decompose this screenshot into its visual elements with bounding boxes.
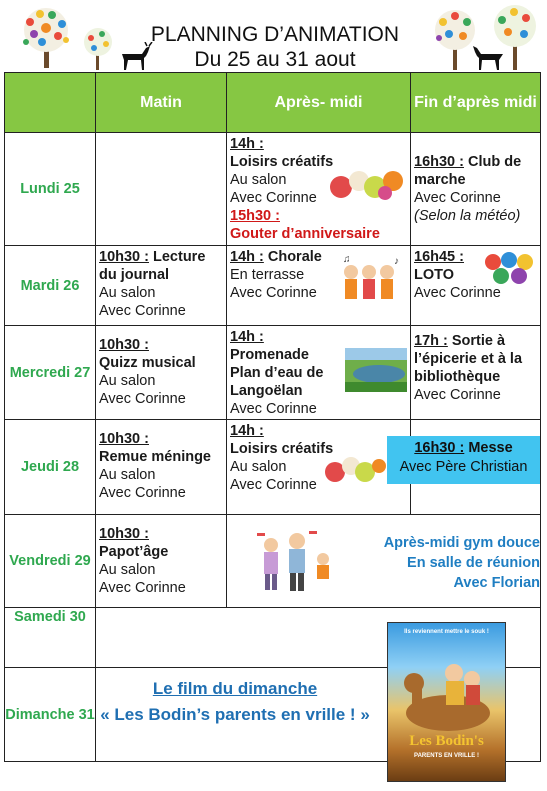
tree-small-left-icon [78,26,118,70]
event-title: Club de marche [414,154,522,188]
event-with: Avec Corinne [230,477,317,493]
cell-fin [411,133,541,246]
seniors-exercise-illustration [253,527,339,593]
event-with: Avec Père Christian [399,459,528,475]
event-title: LOTO [414,267,455,283]
event-title: Messe [464,440,513,456]
camel-illustration [388,643,505,743]
event-time: 14h : [230,329,264,345]
event-time: 15h30 : [230,208,280,224]
event-with: Avec Corinne [230,190,317,206]
svg-text:♪: ♪ [394,256,399,267]
loto-balls-illustration [483,250,539,286]
event-time: 14h : [230,136,264,152]
event-title: Loisirs créatifs [230,154,334,170]
event-title: Sortie à l’épicerie et à la bibliothèque [414,333,523,385]
event-with: Avec Corinne [414,387,501,403]
table-row [5,326,541,420]
event-place: Au salon [99,285,156,301]
event-with: Avec Corinne [99,485,186,501]
event-title: Chorale [263,249,322,265]
event-title: Quizz musical [99,355,196,371]
event-with: Avec Corinne [99,580,186,596]
cell-fin [411,326,541,420]
cell-matin [96,133,227,246]
event-time: 10h30 : [99,337,149,353]
event-note: (Selon la météo) [414,208,521,224]
title-line-2: Du 25 au 31 aout [194,48,356,71]
poster-title: Les Bodin's [409,733,484,749]
cell-apres-midi [227,246,411,326]
event-place: Au salon [230,172,287,188]
event-with: Avec Corinne [99,303,186,319]
event-title: Loisirs créatifs [230,441,334,457]
event-time: 10h30 : [99,431,149,447]
day-label: Mercredi 27 [5,326,96,420]
table-row [5,133,541,246]
event-time: 14h : [230,423,264,439]
day-label: Mardi 26 [5,246,96,326]
gym-text [350,533,540,593]
event-with: Avec Corinne [414,285,501,301]
event-time: 16h45 : [414,249,464,265]
cell-matin [96,515,227,608]
header-fin: Fin d’après midi [411,73,541,133]
event-with: Avec Corinne [414,190,501,206]
poster-subtitle: PARENTS EN VRILLE ! [414,753,479,759]
event-title: Gouter d’anniversaire [230,226,380,242]
page-title [120,22,430,72]
gym-line-2: En salle de réunion [407,555,540,571]
event-title: Papot’âge [99,544,169,560]
title-line-1: PLANNING D’ANIMATION [150,23,400,46]
film-text [100,676,370,728]
gym-line-1: Après-midi gym douce [383,535,540,551]
event-place: En terrasse [230,267,305,283]
event-time: 10h30 : [99,526,149,542]
cell-apres-midi [227,420,411,515]
event-place: Au salon [99,373,156,389]
event-time: 16h30 : [414,440,465,456]
cell-apres-midi [227,326,411,420]
wool-balls-illustration [323,450,387,484]
film-title: « Les Bodin’s parents en vrille ! » [100,705,370,724]
event-time: 17h : [414,333,448,349]
header-apres-midi: Après- midi [227,73,411,133]
event-time: 16h30 : [414,154,464,170]
day-label: Samedi 30 [5,608,96,668]
film-heading: Le film du dimanche [152,679,318,698]
movie-poster [387,622,506,782]
event-with: Avec Corinne [230,401,317,417]
event-time: 14h : [230,249,264,265]
choir-illustration [339,252,407,306]
event-time: 10h30 : [99,249,149,265]
svg-text:♫: ♫ [343,254,351,265]
event-with: Avec Corinne [99,391,186,407]
poster-tagline: Ils reviennent mettre le souk ! [404,629,489,635]
event-title: Lecture du journal [99,249,206,283]
header-empty [5,73,96,133]
header-row [5,73,541,133]
cell-matin [96,420,227,515]
event-title: Remue méninge [99,449,211,465]
day-label: Dimanche 31 [5,668,96,762]
event-title: Promenade Plan d’eau de Langoëlan [230,347,324,399]
messe-box [387,436,540,484]
event-place: Au salon [99,562,156,578]
cell-apres-midi [227,133,411,246]
lake-photo [345,348,407,392]
cell-matin [96,246,227,326]
cell-fin [411,246,541,326]
deer-right-icon [463,44,509,72]
cell-matin [96,326,227,420]
day-label: Lundi 25 [5,133,96,246]
header-matin: Matin [96,73,227,133]
event-place: Au salon [99,467,156,483]
day-label: Vendredi 29 [5,515,96,608]
table-row [5,246,541,326]
tree-left-icon [10,6,85,68]
event-place: Au salon [230,459,287,475]
day-label: Jeudi 28 [5,420,96,515]
gym-line-3: Avec Florian [453,575,540,591]
event-with: Avec Corinne [230,285,317,301]
wool-balls-illustration [327,163,409,201]
